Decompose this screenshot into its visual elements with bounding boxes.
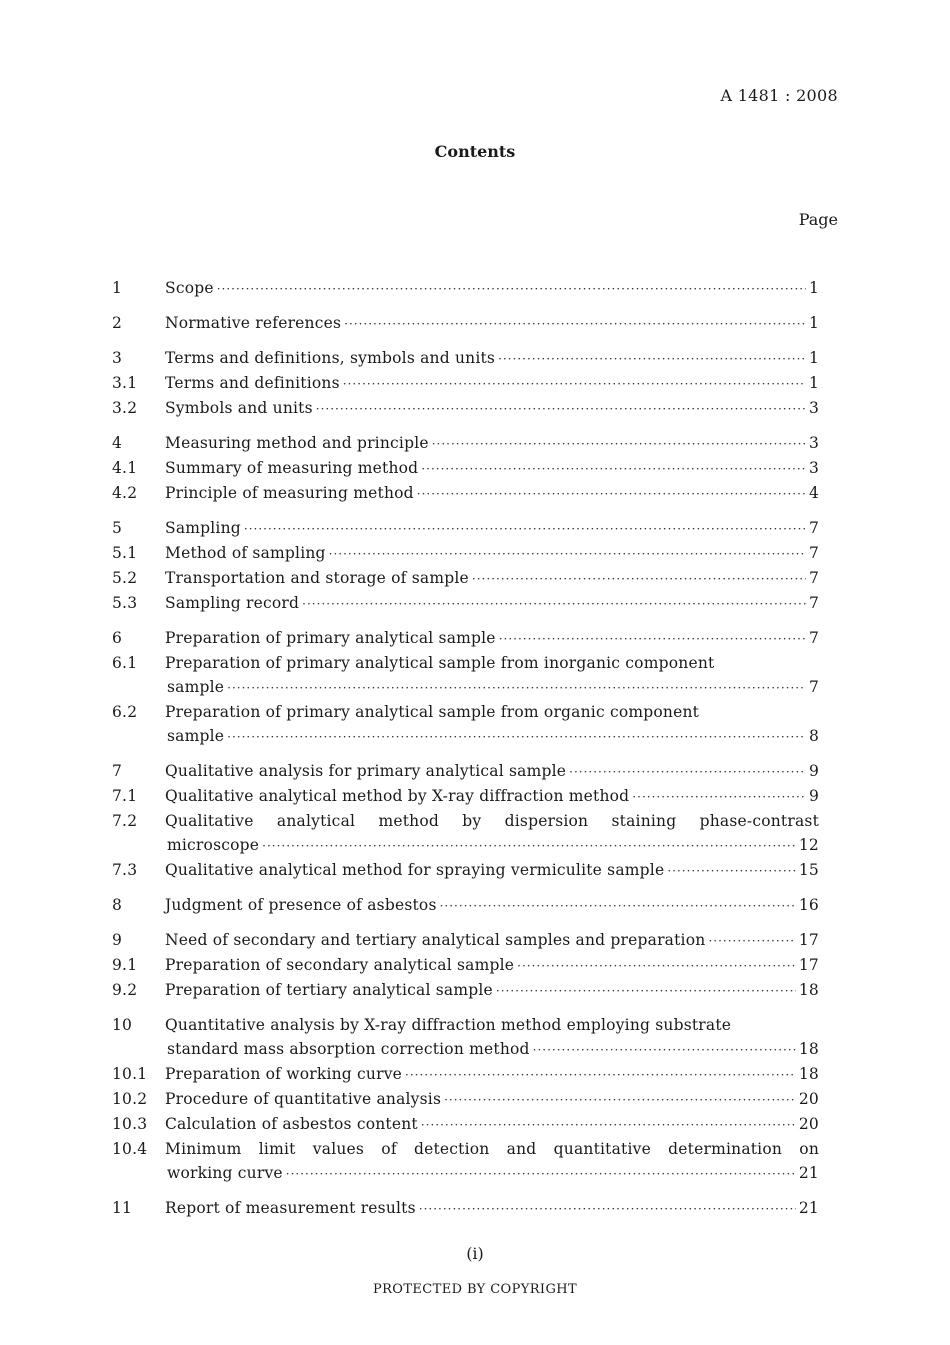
dot-leader	[405, 1063, 796, 1087]
toc-entry[interactable]	[112, 566, 819, 591]
toc-entry-number: 9.2	[112, 981, 138, 999]
toc-entry[interactable]	[112, 1196, 819, 1221]
toc-entry-page: 1	[808, 279, 819, 297]
toc-entry-number: 4	[112, 434, 123, 452]
toc-entry[interactable]	[112, 311, 819, 336]
toc-section-group	[112, 759, 819, 883]
toc-entry-number: 5.1	[112, 544, 138, 562]
toc-entry-number: 11	[112, 1199, 133, 1217]
toc-entry-page: 17	[798, 956, 819, 974]
toc-entry-number: 9	[112, 931, 123, 949]
toc-entry-title: Terms and definitions, symbols and units	[165, 349, 496, 367]
toc-entry-number: 10.4	[112, 1140, 148, 1158]
dot-leader	[421, 1113, 796, 1137]
toc-entry-number: 7.1	[112, 787, 138, 805]
dot-leader	[316, 397, 806, 421]
toc-entry-title: Method of sampling	[165, 544, 326, 562]
dot-leader	[302, 592, 806, 616]
toc-entry-title: Sampling	[165, 519, 241, 537]
toc-entry-page: 15	[798, 861, 819, 879]
toc-entry-number: 7.2	[112, 812, 138, 830]
toc-entry-title: Need of secondary and tertiary analytical samples and preparation	[165, 931, 706, 949]
toc-entry-page: 8	[808, 727, 819, 745]
toc-entry-title: Qualitative analytical method by X-ray diffraction method	[165, 787, 630, 805]
toc-entry-page: 3	[808, 434, 819, 452]
toc-entry[interactable]	[112, 809, 819, 858]
toc-entry-title: Principle of measuring method	[165, 484, 414, 502]
toc-entry-page: 18	[798, 1065, 819, 1083]
toc-entry-number: 5.2	[112, 569, 138, 587]
dot-leader	[244, 517, 806, 541]
toc-entry-title: Preparation of working curve	[165, 1065, 403, 1083]
toc-entry-number: 5	[112, 519, 123, 537]
toc-entry[interactable]	[112, 651, 819, 700]
dot-leader	[417, 482, 806, 506]
table-of-contents	[112, 276, 819, 1231]
dot-leader	[708, 929, 795, 953]
toc-entry[interactable]	[112, 1112, 819, 1137]
toc-entry-page: 7	[808, 544, 819, 562]
footer-page-number: (i)	[466, 1244, 484, 1263]
toc-entry-title: Normative references	[165, 314, 342, 332]
toc-entry[interactable]	[112, 1137, 819, 1186]
toc-entry-number: 6.1	[112, 654, 138, 672]
toc-entry-title-lead: Preparation of primary analytical sample from inorganic component	[165, 654, 715, 672]
toc-entry-number: 5.3	[112, 594, 138, 612]
toc-entry-page: 17	[798, 931, 819, 949]
toc-entry-page: 18	[798, 981, 819, 999]
toc-section-group	[112, 1013, 819, 1186]
toc-entry[interactable]	[112, 481, 819, 506]
toc-entry-page: 18	[798, 1040, 819, 1058]
toc-entry-page: 1	[808, 374, 819, 392]
toc-entry[interactable]	[112, 591, 819, 616]
toc-entry-title: Symbols and units	[165, 399, 313, 417]
toc-entry-title: Preparation of tertiary analytical sample	[165, 981, 493, 999]
toc-entry[interactable]	[112, 541, 819, 566]
dot-leader	[496, 979, 796, 1003]
toc-entry-page: 21	[798, 1199, 819, 1217]
toc-entry-page: 3	[808, 459, 819, 477]
dot-leader	[667, 859, 796, 883]
toc-entry-number: 4.1	[112, 459, 138, 477]
toc-entry-page: 7	[808, 594, 819, 612]
toc-entry-page: 16	[798, 896, 819, 914]
dot-leader	[343, 372, 806, 396]
toc-entry[interactable]	[112, 784, 819, 809]
dot-leader	[498, 347, 806, 371]
toc-entry-number: 8	[112, 896, 123, 914]
toc-entry-number: 4.2	[112, 484, 138, 502]
toc-entry[interactable]	[112, 346, 819, 371]
toc-entry-page: 7	[808, 519, 819, 537]
toc-entry[interactable]	[112, 276, 819, 301]
toc-entry-title: Qualitative analysis for primary analytical sample	[165, 762, 567, 780]
toc-entry-page: 7	[808, 569, 819, 587]
toc-entry[interactable]	[112, 1013, 819, 1062]
toc-entry-title: Scope	[165, 279, 214, 297]
toc-entry-number: 3.1	[112, 374, 138, 392]
toc-entry[interactable]	[112, 626, 819, 651]
toc-entry[interactable]	[112, 456, 819, 481]
toc-entry-title: Sampling record	[165, 594, 300, 612]
toc-entry-title: Summary of measuring method	[165, 459, 419, 477]
toc-entry-title-lead: Minimum limit values of detection and quantitative determination on	[165, 1140, 819, 1158]
dot-leader	[472, 567, 806, 591]
toc-entry-page: 9	[808, 787, 819, 805]
toc-entry[interactable]	[112, 516, 819, 541]
standard-code: A 1481 : 2008	[720, 86, 838, 105]
page-title: Contents	[434, 142, 516, 161]
toc-section-group	[112, 1196, 819, 1221]
toc-entry-title: Preparation of primary analytical sample	[165, 629, 496, 647]
toc-entry-number: 7	[112, 762, 123, 780]
toc-entry-page: 21	[798, 1164, 819, 1182]
toc-section-group	[112, 928, 819, 1003]
toc-entry-title: Transportation and storage of sample	[165, 569, 469, 587]
toc-entry-number: 10	[112, 1016, 133, 1034]
toc-entry-title: Measuring method and principle	[165, 434, 429, 452]
copyright-notice: PROTECTED BY COPYRIGHT	[372, 1282, 578, 1297]
dot-leader	[421, 457, 806, 481]
toc-entry-number: 2	[112, 314, 123, 332]
dot-leader	[329, 542, 806, 566]
toc-entry-number: 10.1	[112, 1065, 148, 1083]
dot-leader	[517, 954, 796, 978]
toc-entry-title: standard mass absorption correction method	[167, 1040, 530, 1058]
dot-leader	[419, 1197, 796, 1221]
toc-entry[interactable]	[112, 978, 819, 1003]
toc-section-group	[112, 893, 819, 918]
toc-section-group	[112, 431, 819, 506]
toc-entry-title: Terms and definitions	[165, 374, 340, 392]
toc-entry[interactable]	[112, 759, 819, 784]
toc-entry-page: 4	[808, 484, 819, 502]
toc-entry[interactable]	[112, 1062, 819, 1087]
toc-entry[interactable]	[112, 700, 819, 749]
dot-leader	[499, 627, 806, 651]
toc-entry[interactable]	[112, 858, 819, 883]
toc-entry[interactable]	[112, 928, 819, 953]
toc-entry-page: 9	[808, 762, 819, 780]
dot-leader	[344, 312, 806, 336]
toc-entry-number: 1	[112, 279, 123, 297]
dot-leader	[432, 432, 806, 456]
page-column-label: Page	[798, 210, 838, 229]
toc-entry-title: Judgment of presence of asbestos	[165, 896, 437, 914]
dot-leader	[533, 1038, 796, 1062]
toc-section-group	[112, 626, 819, 749]
toc-entry-title: Calculation of asbestos content	[165, 1115, 418, 1133]
toc-entry-number: 3	[112, 349, 123, 367]
dot-leader	[444, 1088, 796, 1112]
dot-leader	[262, 834, 796, 858]
toc-entry-title: Qualitative analytical method for spraying vermiculite sample	[165, 861, 665, 879]
toc-section-group	[112, 516, 819, 616]
dot-leader	[217, 277, 806, 301]
toc-entry-number: 10.2	[112, 1090, 148, 1108]
toc-entry-page: 20	[798, 1115, 819, 1133]
toc-entry-title: microscope	[167, 836, 260, 854]
toc-entry-number: 9.1	[112, 956, 138, 974]
toc-entry[interactable]	[112, 396, 819, 421]
toc-entry-title: Procedure of quantitative analysis	[165, 1090, 442, 1108]
toc-entry[interactable]	[112, 893, 819, 918]
toc-section-group	[112, 311, 819, 336]
toc-entry-title: working curve	[167, 1164, 283, 1182]
toc-entry-number: 6	[112, 629, 123, 647]
dot-leader	[286, 1162, 796, 1186]
toc-entry-title: Preparation of secondary analytical sample	[165, 956, 515, 974]
dot-leader	[227, 725, 806, 749]
toc-entry-page: 20	[798, 1090, 819, 1108]
dot-leader	[632, 785, 806, 809]
toc-entry[interactable]	[112, 431, 819, 456]
toc-entry-number: 10.3	[112, 1115, 148, 1133]
toc-entry-number: 7.3	[112, 861, 138, 879]
toc-entry-page: 1	[808, 314, 819, 332]
toc-entry-title: sample	[167, 727, 225, 745]
toc-entry-title-lead: Quantitative analysis by X-ray diffraction method employing substrate	[165, 1016, 732, 1034]
toc-entry[interactable]	[112, 953, 819, 978]
toc-entry-page: 12	[798, 836, 819, 854]
toc-entry[interactable]	[112, 371, 819, 396]
toc-section-group	[112, 346, 819, 421]
toc-entry-page: 7	[808, 629, 819, 647]
toc-entry-page: 7	[808, 678, 819, 696]
toc-entry-title-lead: Preparation of primary analytical sample from organic component	[165, 703, 700, 721]
dot-leader	[569, 760, 806, 784]
toc-entry-title: Report of measurement results	[165, 1199, 416, 1217]
toc-section-group	[112, 276, 819, 301]
toc-entry-number: 3.2	[112, 399, 138, 417]
toc-entry[interactable]	[112, 1087, 819, 1112]
toc-entry-title: sample	[167, 678, 225, 696]
dot-leader	[227, 676, 806, 700]
toc-entry-page: 3	[808, 399, 819, 417]
dot-leader	[440, 894, 796, 918]
toc-entry-number: 6.2	[112, 703, 138, 721]
toc-entry-page: 1	[808, 349, 819, 367]
toc-entry-title-lead: Qualitative analytical method by dispersion staining phase-contrast	[165, 812, 819, 830]
